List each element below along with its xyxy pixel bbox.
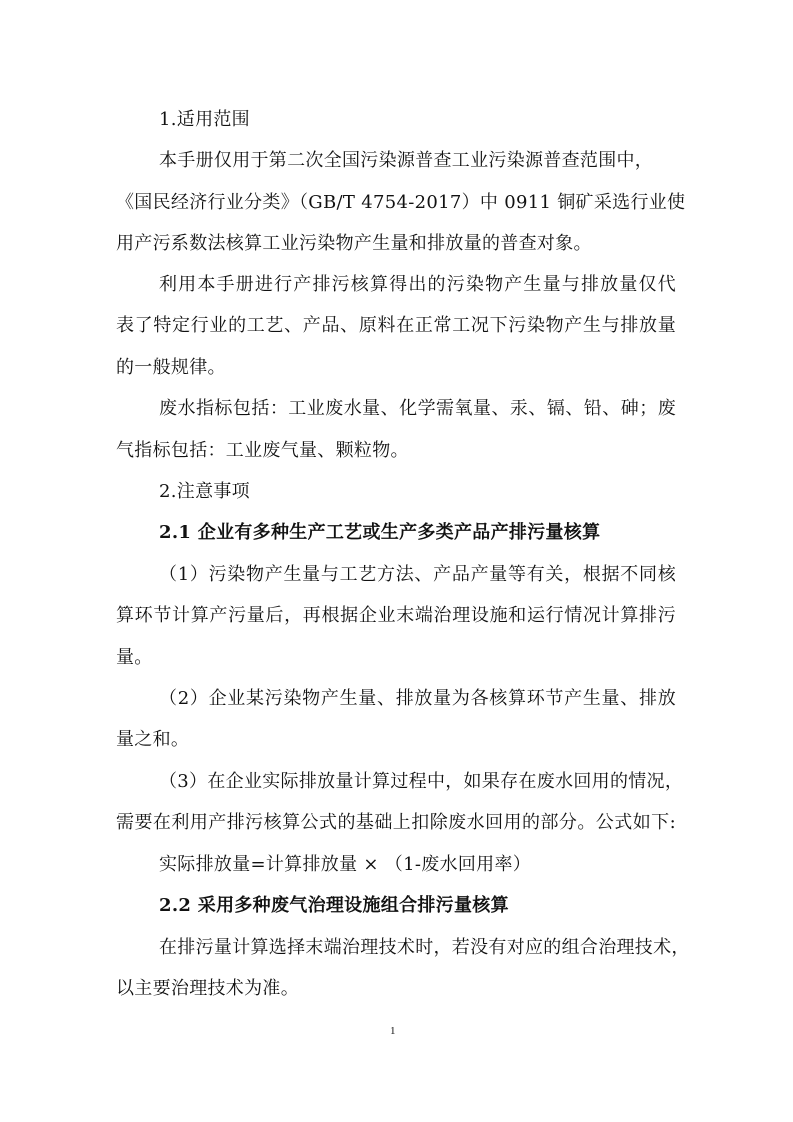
item-1-line-2: 算环节计算产污量后，再根据企业末端治理设施和运行情况计算排污 bbox=[116, 605, 676, 626]
s1-p2-line-1: 利用本手册进行产排污核算得出的污染物产生量与排放量仅代 bbox=[159, 274, 676, 295]
s1-p1-line-3: 用产污系数法核算工业污染物产生量和排放量的普查对象。 bbox=[116, 233, 592, 254]
item-1-line-1: （1）污染物产生量与工艺方法、产品产量等有关，根据不同核 bbox=[159, 564, 676, 585]
subsection-2-2-title: 2.2 采用多种废气治理设施组合排污量核算 bbox=[159, 895, 509, 916]
s1-p1-line-1: 本手册仅用于第二次全国污染源普查工业污染源普查范围中， bbox=[159, 150, 654, 171]
section-1-title: 1.适用范围 bbox=[159, 109, 250, 130]
subsection-2-1-title: 2.1 企业有多种生产工艺或生产多类产品产排污量核算 bbox=[159, 522, 601, 543]
item-3-line-2: 需要在利用产排污核算公式的基础上扣除废水回用的部分。公式如下: bbox=[116, 812, 676, 833]
item-2-line-2: 量之和。 bbox=[116, 729, 190, 750]
page-number: 1 bbox=[390, 1025, 396, 1037]
s22-p1-line-1: 在排污量计算选择末端治理技术时，若没有对应的组合治理技术， bbox=[159, 937, 690, 958]
formula: 实际排放量=计算排放量 × （1-废水回用率） bbox=[159, 854, 532, 875]
item-1-line-3: 量。 bbox=[116, 647, 153, 668]
item-2-line-1: （2）企业某污染物产生量、排放量为各核算环节产生量、排放 bbox=[159, 688, 676, 709]
s1-p3-line-2: 气指标包括：工业废气量、颗粒物。 bbox=[116, 440, 409, 461]
item-3-line-1: （3）在企业实际排放量计算过程中，如果存在废水回用的情况， bbox=[159, 771, 684, 792]
section-2-title: 2.注意事项 bbox=[159, 481, 250, 502]
s1-p1-line-2: 《国民经济行业分类》（GB/T 4754-2017）中 0911 铜矿采选行业使 bbox=[116, 192, 686, 213]
s1-p2-line-2: 表了特定行业的工艺、产品、原料在正常工况下污染物产生与排放量 bbox=[116, 315, 676, 336]
s1-p3-line-1: 废水指标包括：工业废水量、化学需氧量、汞、镉、铅、砷；废 bbox=[159, 398, 676, 419]
s22-p1-line-2: 以主要治理技术为准。 bbox=[116, 978, 299, 999]
s1-p2-line-3: 的一般规律。 bbox=[116, 357, 226, 378]
